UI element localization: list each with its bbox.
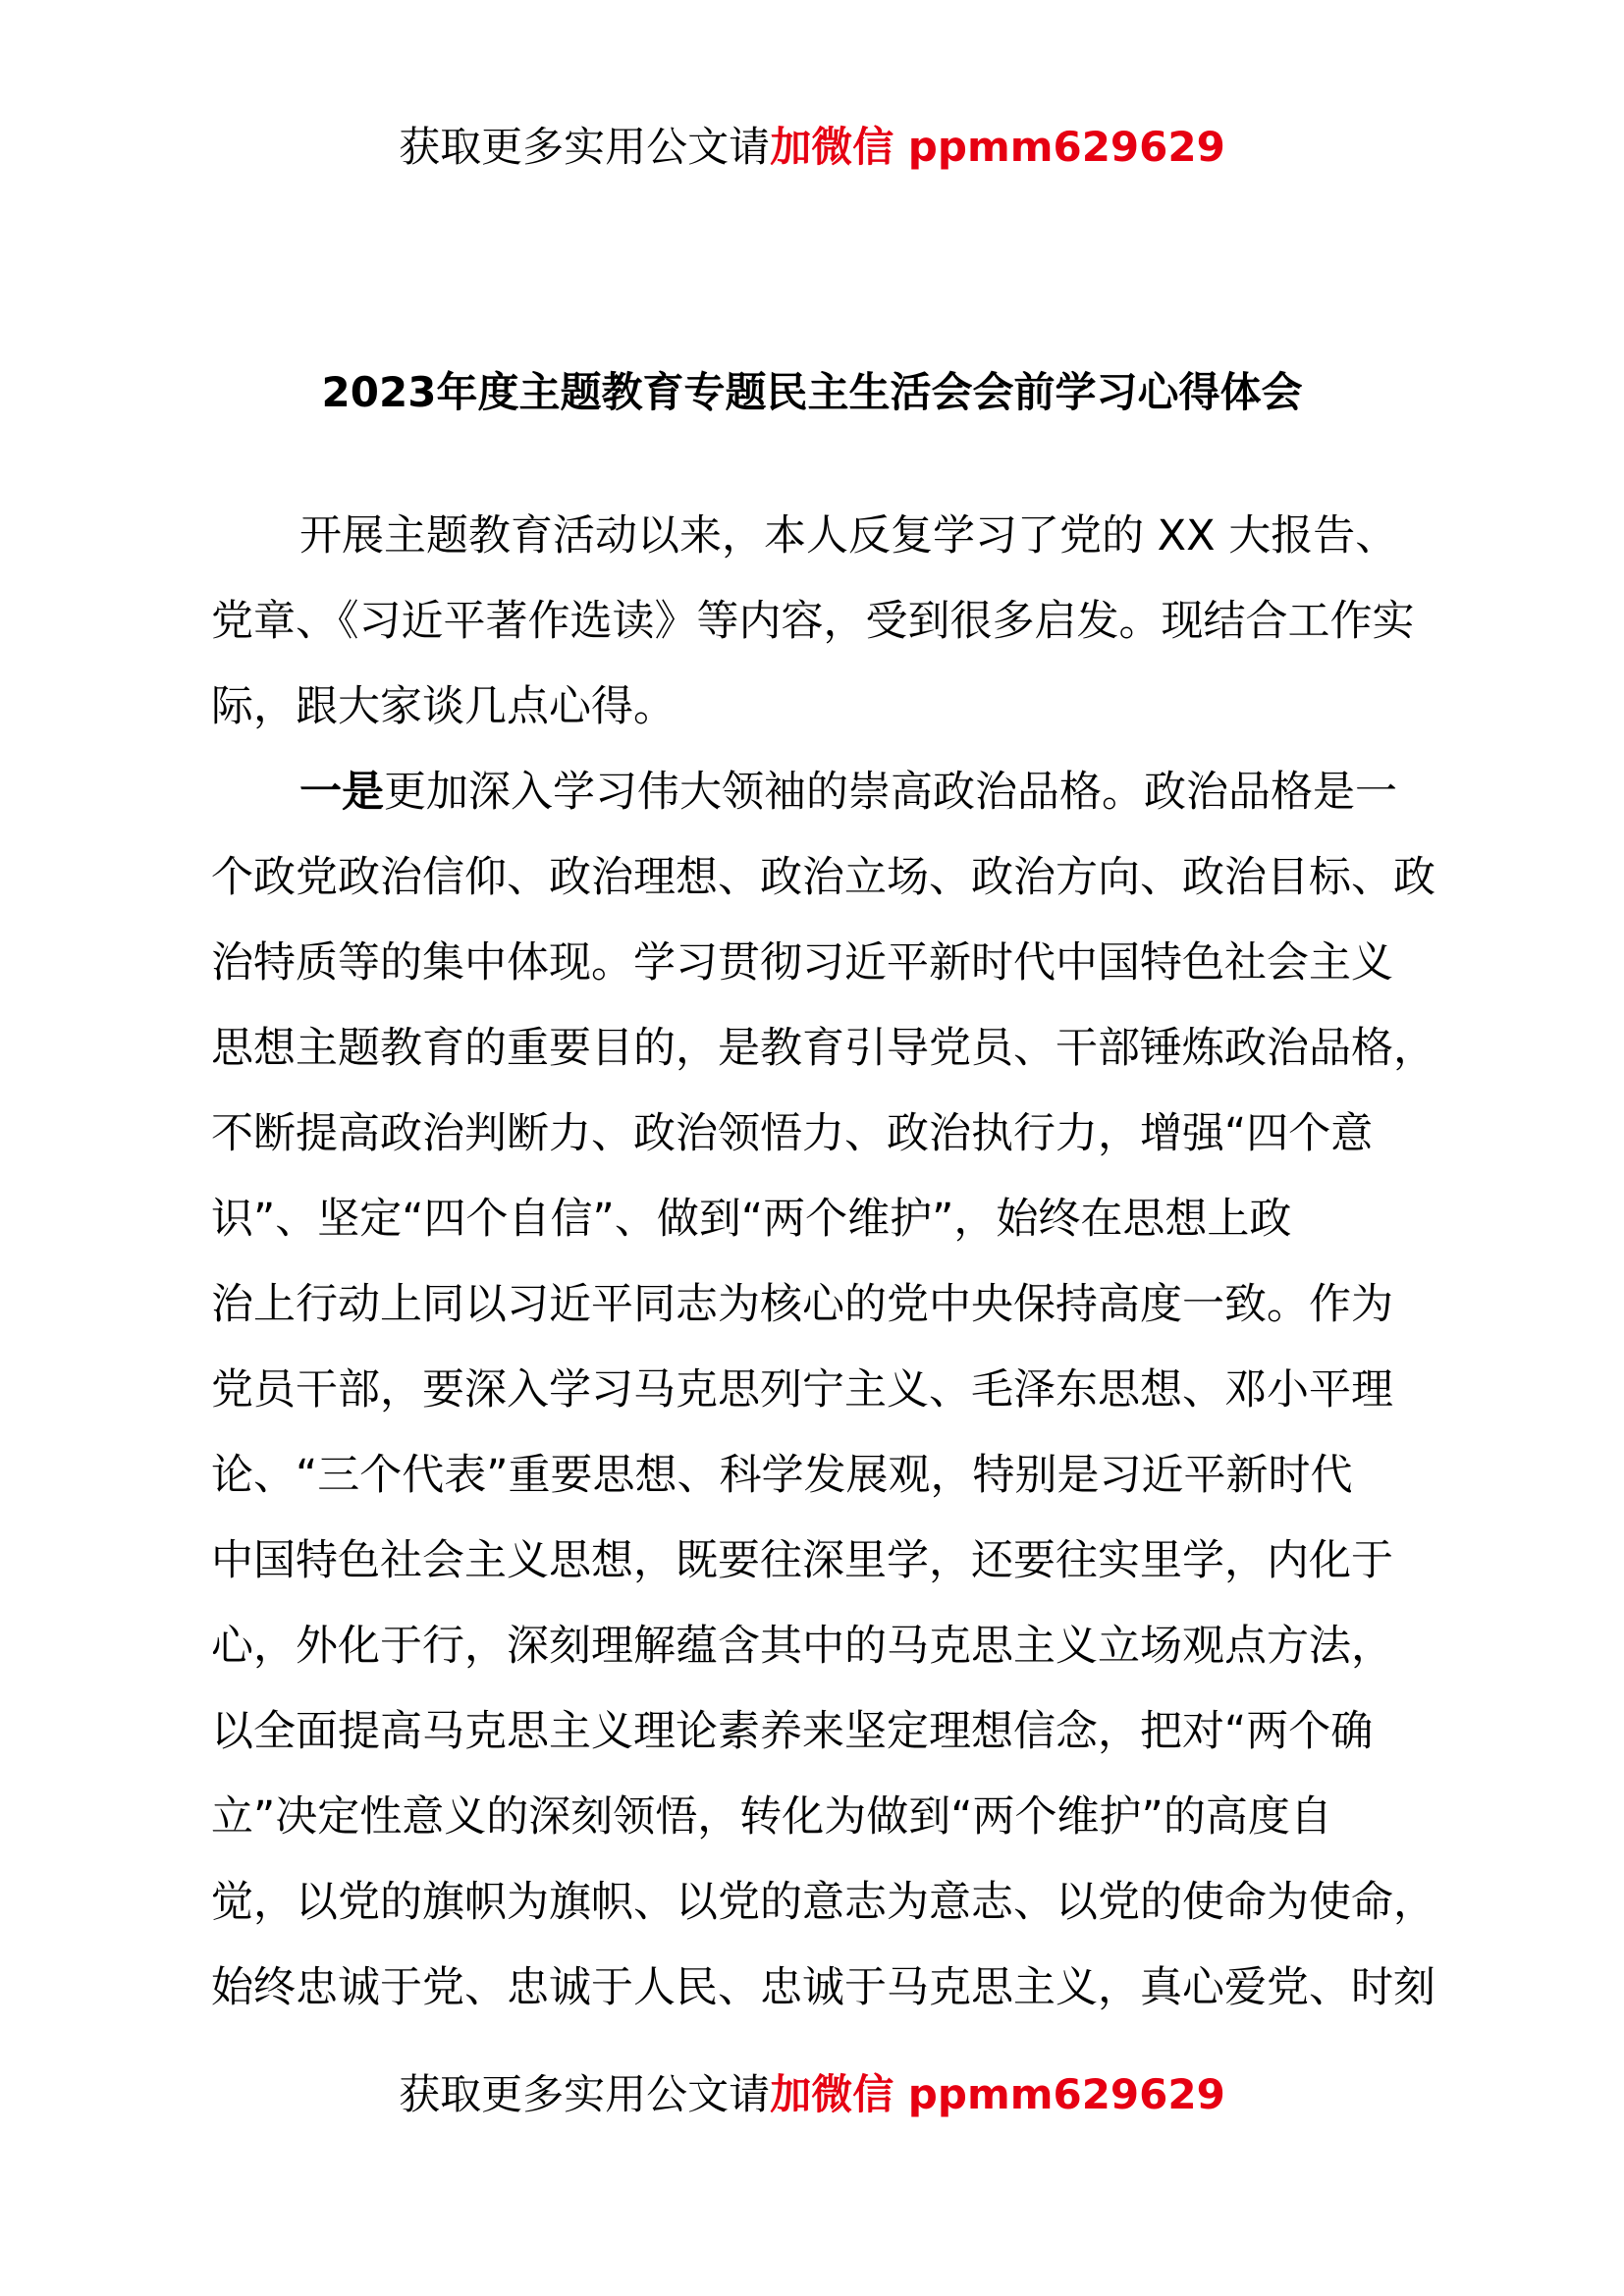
document-title: 2023年度主题教育专题民主生活会会前学习心得体会 [321,368,1303,416]
text-line: 开展主题教育活动以来，本人反复学习了党的 XX 大报告、 [299,511,1398,561]
text-line: 论、“三个代表”重要思想、科学发展观，特别是习近平新时代 [211,1451,1353,1500]
text-line [211,750,1419,835]
text-line: 治上行动上同以习近平同志为核心的党中央保持高度一致。作为 [211,1280,1393,1329]
text-line: 心，外化于行，深刻理解蕴含其中的马克思主义立场观点方法， [211,1622,1393,1671]
text-line: 际，跟大家谈几点心得。 [211,682,676,731]
text-line: 个政党政治信仰、政治理想、政治立场、政治方向、政治目标、政 [211,853,1435,902]
banner-highlight: 加微信 ppmm629629 [770,123,1225,171]
text-line: 立”决定性意义的深刻领悟，转化为做到“两个维护”的高度自 [211,1792,1332,1842]
text-line: 觉，以党的旗帜为旗帜、以党的意志为意志、以党的使命为使命， [211,1878,1435,1927]
paragraph-lead: 一是 [299,768,384,817]
text-line: 不断提高政治判断力、政治领悟力、政治执行力，增强“四个意 [211,1109,1374,1158]
text-line: 治特质等的集中体现。学习贯彻习近平新时代中国特色社会主义 [211,938,1393,988]
paragraph-1 [211,494,1419,750]
text-line: 中国特色社会主义思想，既要往深里学，还要往实里学，内化于 [211,1536,1393,1585]
text-line: 党员干部，要深入学习马克思列宁主义、毛泽东思想、邓小平理 [211,1365,1393,1415]
footer-banner [0,2065,1624,2124]
text-line: 思想主题教育的重要目的，是教育引导党员、干部锤炼政治品格， [211,1024,1435,1073]
text-line: 以全面提高马克思主义理论素养来坚定理想信念，把对“两个确 [211,1707,1374,1756]
paragraph-2 [211,750,1435,2031]
document-body [211,494,1435,2031]
text-line: 识”、坚定“四个自信”、做到“两个维护”，始终在思想上政 [211,1195,1292,1244]
banner-highlight: 加微信 ppmm629629 [770,2070,1225,2118]
banner-prefix: 获取更多实用公文请 [399,123,771,171]
banner-prefix: 获取更多实用公文请 [399,2070,771,2118]
paragraph-lead-rest: 更加深入学习伟大领袖的崇高政治品格。政治品格是一 [384,768,1397,817]
text-line: 始终忠诚于党、忠诚于人民、忠诚于马克思主义，真心爱党、时刻 [211,1963,1435,2012]
text-line: 党章、《习近平著作选读》等内容，受到很多启发。现结合工作实 [211,597,1415,646]
header-banner [0,118,1624,177]
